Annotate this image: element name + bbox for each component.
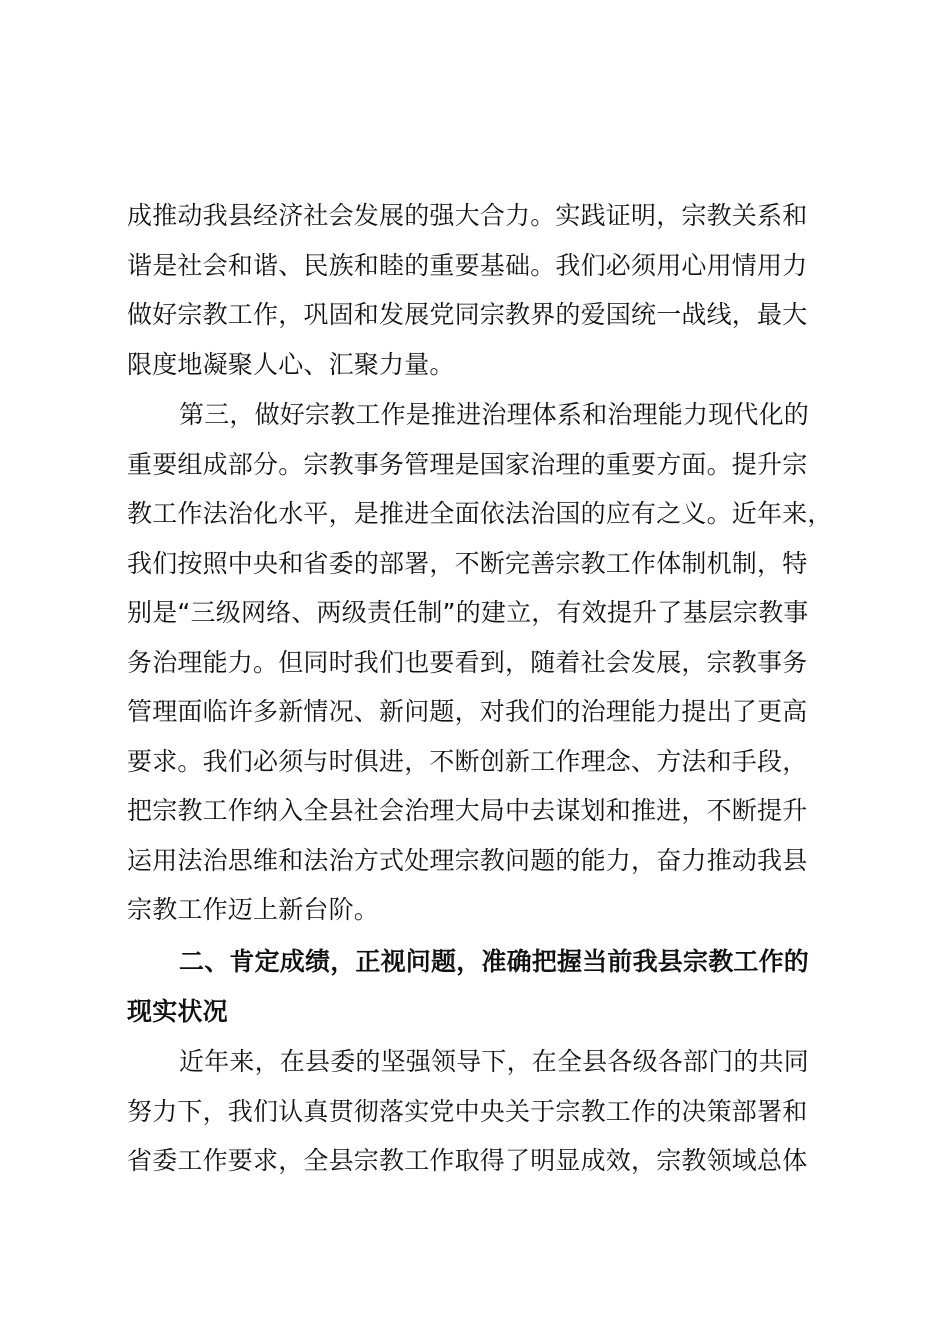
text-line: 教工作法治化水平，是推进全面依法治国的应有之义。近年来，	[127, 499, 833, 528]
text-line: 把宗教工作纳入全县社会治理大局中去谋划和推进，不断提升	[127, 796, 808, 825]
text-line: 别是“三级网络、两级责任制”的建立，有效提升了基层宗教事	[127, 598, 809, 627]
text-line: 努力下，我们认真贯彻落实党中央关于宗教工作的决策部署和	[127, 1096, 808, 1126]
paragraph-recent-years	[127, 1037, 827, 1186]
paragraph-continued	[127, 191, 827, 389]
text-line: 我们按照中央和省委的部署，不断完善宗教工作体制机制，特	[127, 548, 808, 578]
paragraph-third-point	[127, 390, 833, 935]
heading-line: 现实状况	[127, 996, 228, 1026]
text-line: 要求。我们必须与时俱进，不断创新工作理念、方法和手段，	[127, 746, 808, 776]
heading-line: 二、肯定成绩，正视问题，准确把握当前我县宗教工作的	[179, 947, 810, 976]
text-line: 第三，做好宗教工作是推进治理体系和治理能力现代化的	[179, 400, 810, 429]
text-line: 务治理能力。但同时我们也要看到，随着社会发展，宗教事务	[127, 647, 808, 677]
text-line: 限度地凝聚人心、汇聚力量。	[127, 349, 455, 379]
text-line: 成推动我县经济社会发展的强大合力。实践证明，宗教关系和	[127, 201, 808, 230]
text-line: 做好宗教工作，巩固和发展党同宗教界的爱国统一战线，最大	[127, 300, 808, 329]
text-line: 谐是社会和谐、民族和睦的重要基础。我们必须用心用情用力	[127, 250, 808, 280]
text-line: 管理面临许多新情况、新问题，对我们的治理能力提出了更高	[127, 697, 808, 726]
section-heading	[127, 937, 827, 1036]
text-line: 运用法治思维和法治方式处理宗教问题的能力，奋力推动我县	[127, 845, 808, 875]
text-line: 重要组成部分。宗教事务管理是国家治理的重要方面。提升宗	[127, 449, 808, 479]
text-line: 省委工作要求，全县宗教工作取得了明显成效，宗教领域总体	[127, 1146, 808, 1175]
text-line: 近年来，在县委的坚强领导下，在全县各级各部门的共同	[179, 1047, 810, 1076]
text-line: 宗教工作迈上新台阶。	[127, 895, 380, 924]
